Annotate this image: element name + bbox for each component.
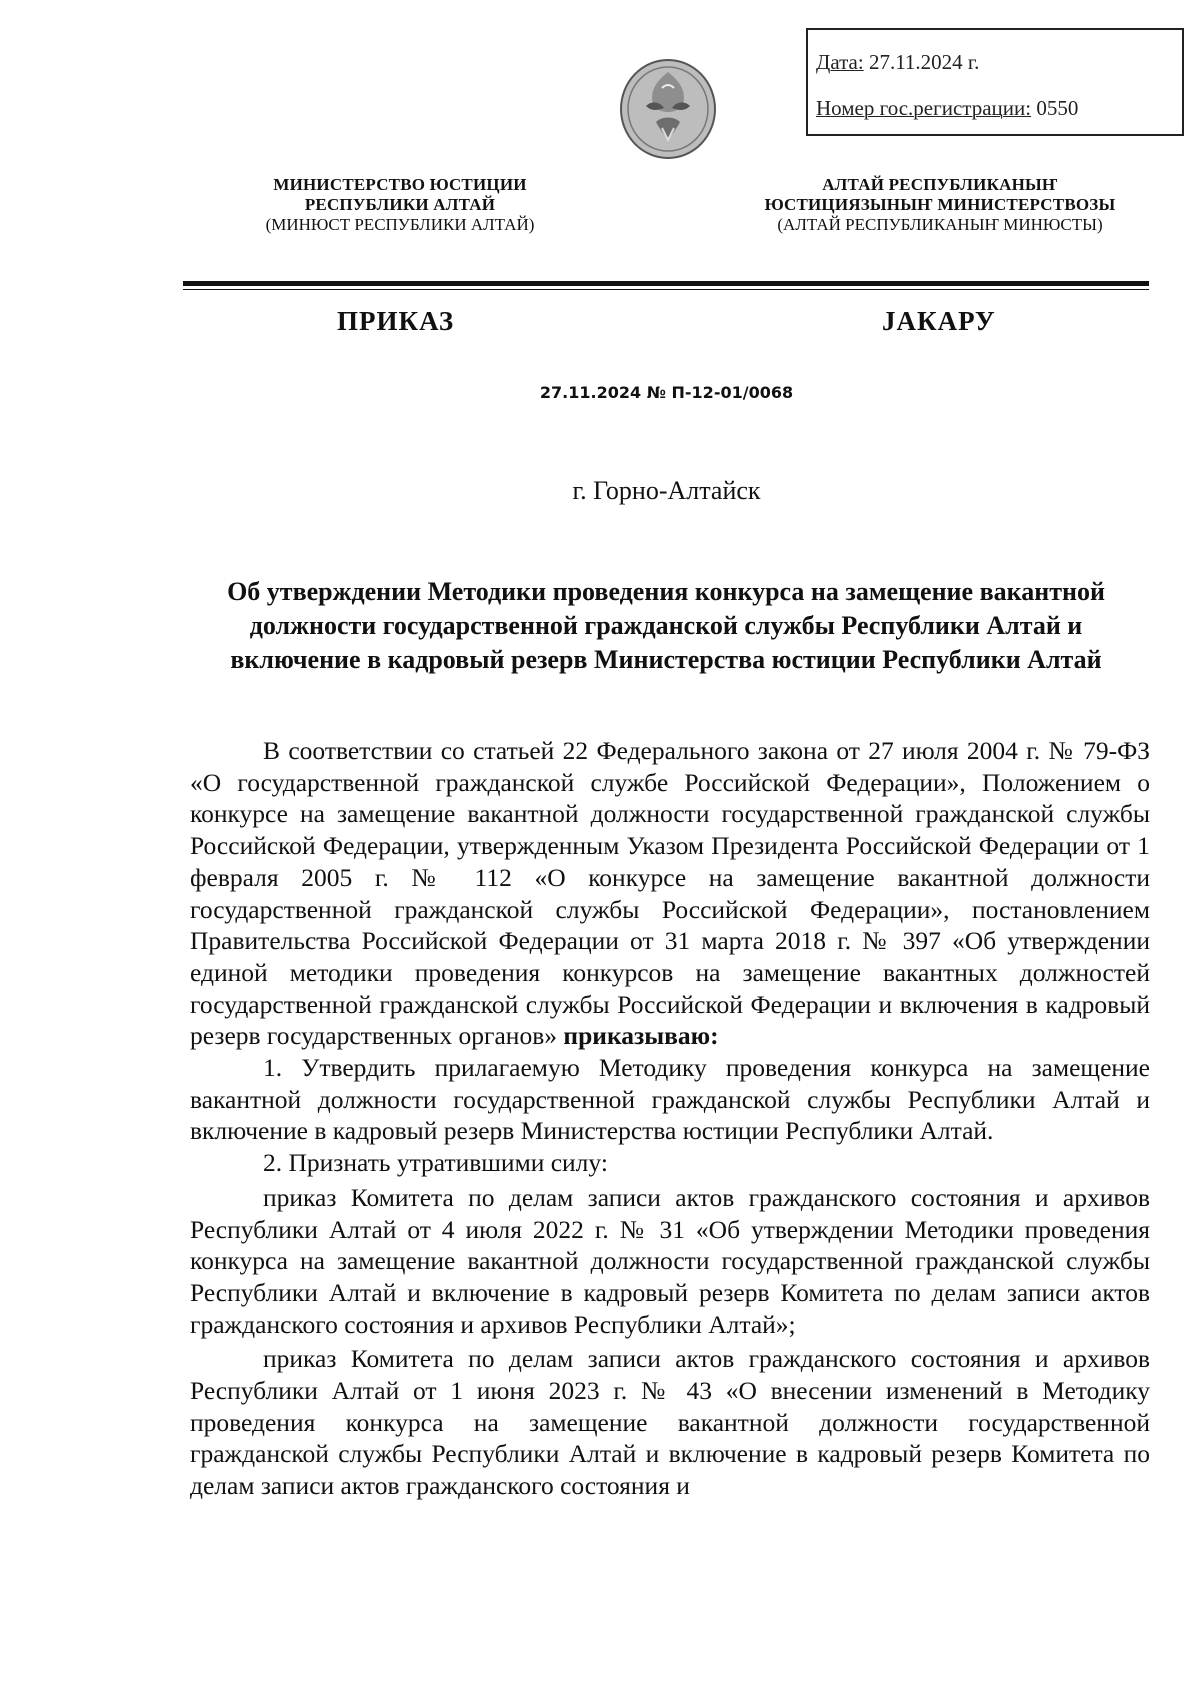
header-divider-thick xyxy=(183,281,1149,286)
ministry-line: АЛТАЙ РЕСПУБЛИКАНЫҤ xyxy=(822,175,1058,194)
order-heading-altai: ЈАКАРУ xyxy=(882,306,996,336)
ministry-name-altai xyxy=(740,175,1140,235)
stamp-date-value: 27.11.2024 г. xyxy=(868,50,980,74)
stamp-reg-value: 0550 xyxy=(1036,96,1079,120)
preamble-paragraph xyxy=(190,735,1150,1052)
ministry-line: (АЛТАЙ РЕСПУБЛИКАНЫҤ МИНЮСТЫ) xyxy=(777,215,1103,234)
command-word: приказываю: xyxy=(563,1021,719,1051)
ministry-name-russian xyxy=(210,175,590,235)
stamp-reg-line xyxy=(816,96,1078,121)
ministry-line: МИНИСТЕРСТВО ЮСТИЦИИ xyxy=(273,175,527,194)
item-1: 1. Утвердить прилагаемую Методику проведения конкурса на замещение вакантной должности государственной гражданской службы Республики Алтай и включение в кадровый резерв Министерства юстиции Республики Алтай. xyxy=(190,1053,1150,1146)
item-2: 2. Признать утратившими силу: xyxy=(263,1148,608,1178)
order-number: 27.11.2024 № П-12-01/0068 xyxy=(539,383,794,402)
preamble-text: В соответствии со статьей 22 Федерального закона от 27 июля 2004 г. № 79-ФЗ «О государственной гражданской службе Российской Федерации», Положением о конкурсе на замещение вакантной должности государственной гражданской службы Российской Федерации, утвержденным Указом Президента Российской Федерации от 1 февраля 2005 г. № 112 «О конкурсе на замещение вакантной должности государственной гражданской службы Российской Федерации», постановлением Правительства Российской Федерации от 31 марта 2018 г. № 397 «Об утверждении единой методики проведения конкурсов на замещение вакантных должностей государственной гражданской службы Российской Федерации и включения в кадровый резерв государственных органов» xyxy=(190,736,1150,1051)
city: г. Горно-Алтайск xyxy=(572,476,761,505)
document-title: Об утверждении Методики проведения конкурса на замещение вакантной должности государственной гражданской службы Республики Алтай и включение в кадровый резерв Министерства юстиции Республики Алтай xyxy=(227,577,1105,674)
header-divider-thin xyxy=(183,289,1149,290)
stamp-date-line xyxy=(816,50,979,75)
order-heading-russian: ПРИКАЗ xyxy=(337,306,455,336)
coat-of-arms-icon xyxy=(618,58,718,160)
ministry-line: ЮСТИЦИЯЗЫНЫҤ МИНИСТЕРСТВОЗЫ xyxy=(764,195,1116,214)
ministry-line: (МИНЮСТ РЕСПУБЛИКИ АЛТАЙ) xyxy=(265,215,535,234)
stamp-reg-label: Номер гос.регистрации: xyxy=(816,96,1032,120)
registration-stamp xyxy=(806,28,1184,136)
item-2-sub-1: приказ Комитета по делам записи актов гражданского состояния и архивов Республики Алтай от 4 июля 2022 г. № 31 «Об утверждении Методики проведения конкурса на замещение вакантной должности государственной гражданской службы Республики Алтай и включение в кадровый резерв Комитета по делам записи актов гражданского состояния и архивов Республики Алтай»; xyxy=(190,1182,1150,1339)
stamp-date-label: Дата: xyxy=(816,50,864,74)
document-body xyxy=(190,735,1150,1502)
ministry-line: РЕСПУБЛИКИ АЛТАЙ xyxy=(304,195,496,214)
item-2-sub-2: приказ Комитета по делам записи актов гражданского состояния и архивов Республики Алтай от 1 июня 2023 г. № 43 «О внесении изменений в Методику проведения конкурса на замещение вакантной должности государственной гражданской службы Республики Алтай и включение в кадровый резерв Комитета по делам записи актов гражданского состояния и xyxy=(190,1344,1150,1501)
